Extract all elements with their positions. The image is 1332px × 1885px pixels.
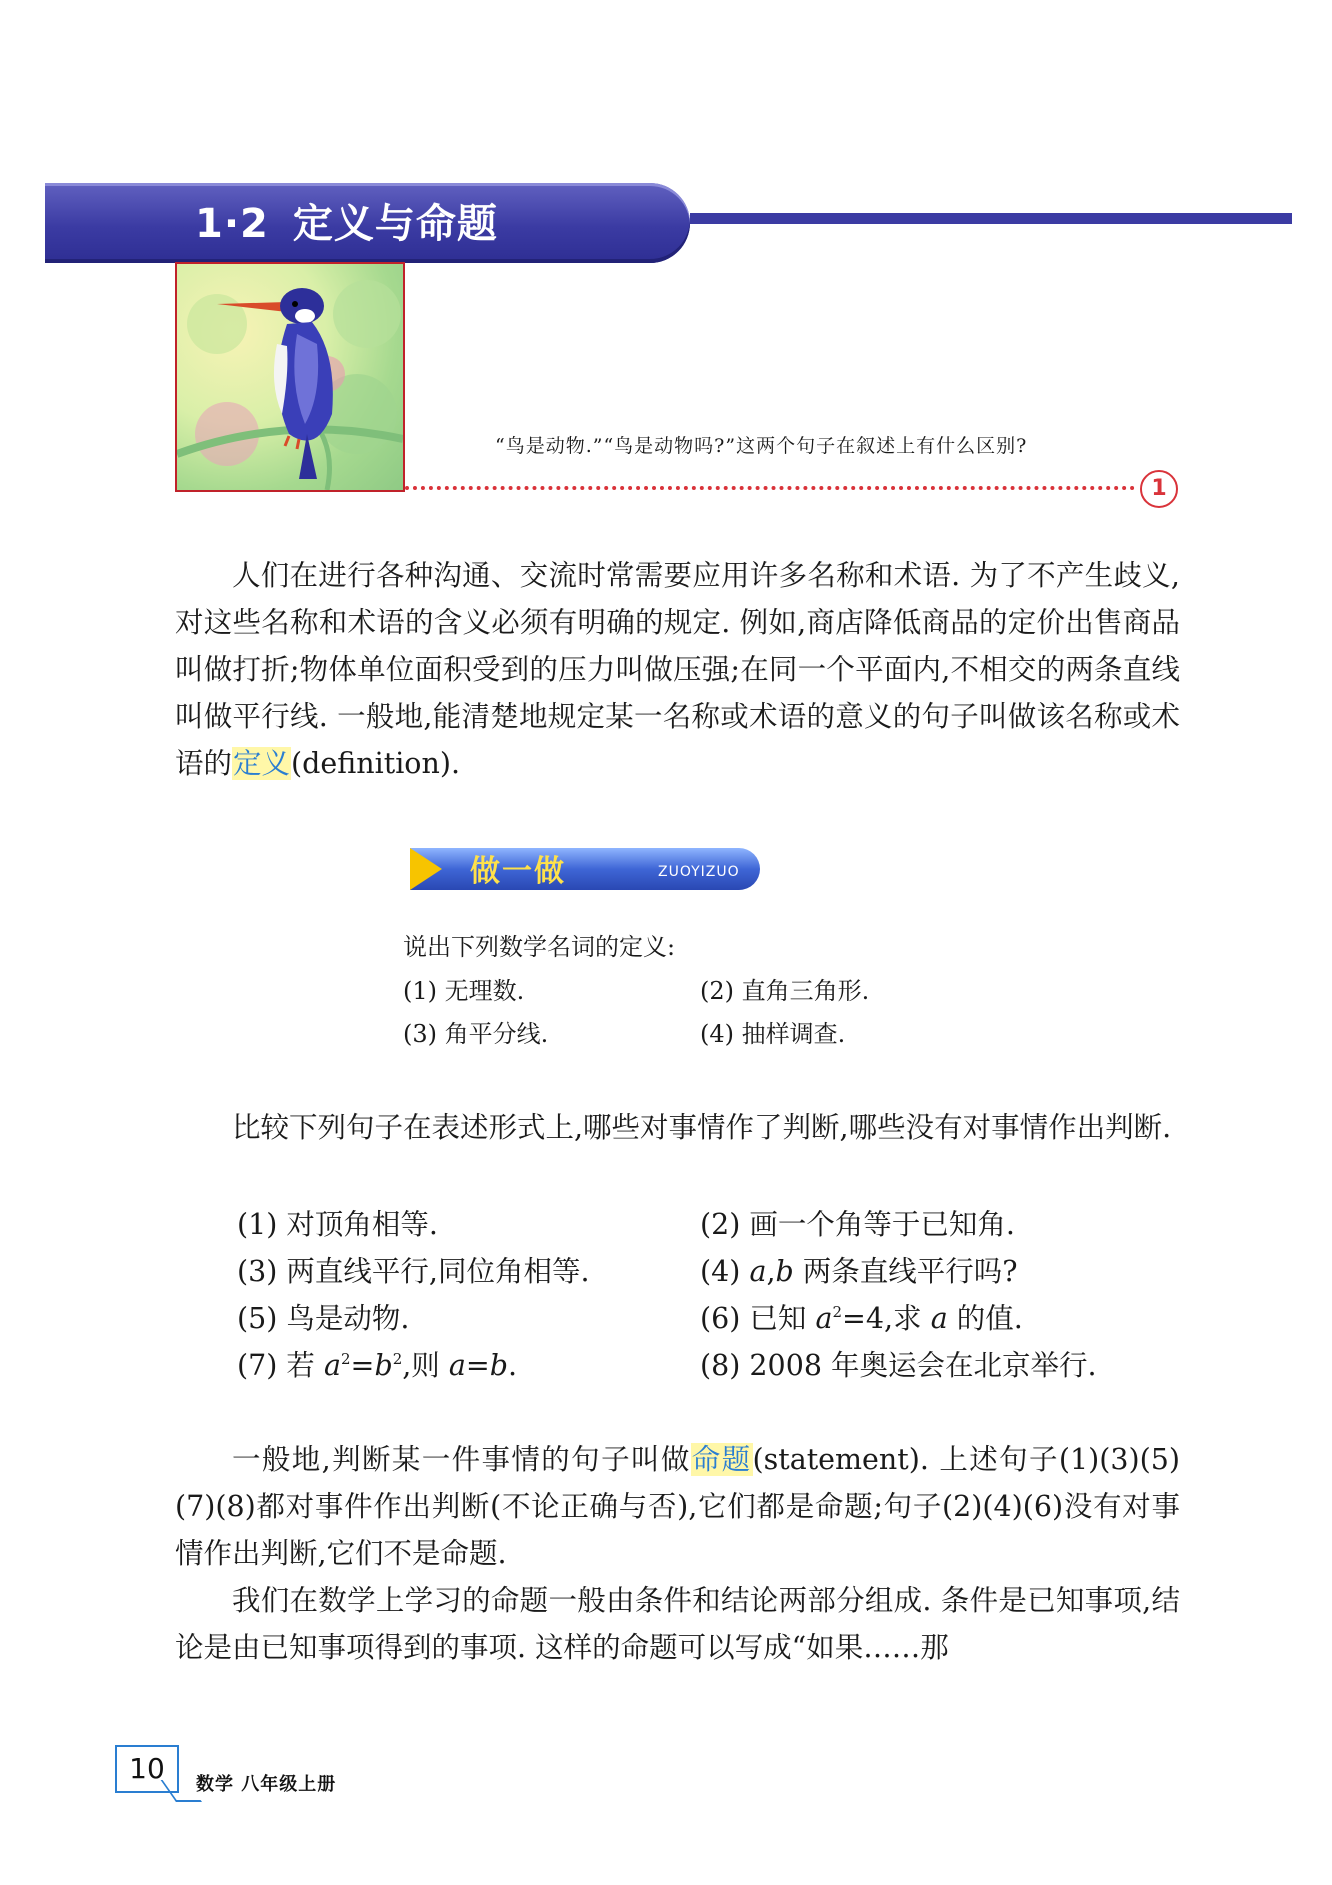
exponent: 2 xyxy=(392,1350,403,1368)
sentence-item: (8) 2008 年奥运会在北京举行. xyxy=(700,1349,1097,1382)
activity-label-en: ZUOYIZUO xyxy=(658,864,740,880)
activity-item: (2) 直角三角形. xyxy=(700,977,870,1005)
sentence-item xyxy=(700,1296,1023,1337)
activity-item: (3) 角平分线. xyxy=(403,1020,549,1048)
compare-lead: 比较下列句子在表述形式上,哪些对事情作了判断,哪些没有对事情作出判断. xyxy=(232,1111,1172,1144)
banner-rule xyxy=(690,213,1292,224)
item-text: ,则 xyxy=(402,1349,449,1382)
item-text: . xyxy=(508,1349,518,1382)
term-statement: 命题 xyxy=(691,1443,752,1476)
var-b: b xyxy=(489,1349,508,1382)
figure-marker-badge: 1 xyxy=(1140,470,1178,508)
var-a: a xyxy=(324,1349,341,1382)
statement-paragraph-text: 一般地,判断某一件事情的句子叫做 xyxy=(232,1443,691,1476)
exponent: 2 xyxy=(341,1350,351,1368)
var-a: a xyxy=(448,1349,466,1382)
item-number: (6) 已知 xyxy=(700,1302,816,1335)
section-title xyxy=(195,196,498,252)
var-a: a xyxy=(749,1255,767,1288)
statement-paragraph xyxy=(175,1436,1180,1577)
definition-paragraph-tail: (definition). xyxy=(291,747,460,780)
activity-label: 做一做 xyxy=(470,854,566,889)
item-text: 的值. xyxy=(947,1302,1023,1335)
sentence-item: (3) 两直线平行,同位角相等. xyxy=(237,1255,590,1288)
sentence-item: (1) 对顶角相等. xyxy=(237,1208,438,1241)
var-a: a xyxy=(930,1302,948,1335)
section-number: 1·2 xyxy=(195,201,269,247)
intro-question: “鸟是动物.”“鸟是动物吗?”这两个句子在叙述上有什么区别? xyxy=(495,435,1028,457)
sentence-item xyxy=(700,1249,1018,1290)
sentence-item: (2) 画一个角等于已知角. xyxy=(700,1208,1015,1241)
var-b: b xyxy=(374,1349,393,1382)
var-a: a xyxy=(815,1302,833,1335)
activity-prompt: 说出下列数学名词的定义: xyxy=(403,933,676,961)
proposition-paragraph: 我们在数学上学习的命题一般由条件和结论两部分组成. 条件是已知事项,结论是由已知事项得到的事项. 这样的命题可以写成“如果……那 xyxy=(175,1584,1180,1664)
page-number: 10 xyxy=(115,1745,179,1793)
term-definition: 定义 xyxy=(233,747,291,780)
dotted-divider xyxy=(405,486,1135,490)
item-number: (4) xyxy=(700,1255,750,1288)
item-number: (7) 若 xyxy=(237,1349,324,1382)
equals-sign: = xyxy=(350,1349,375,1382)
separator: , xyxy=(766,1255,776,1288)
sentence-item xyxy=(237,1343,517,1384)
kingfisher-illustration xyxy=(175,262,405,492)
play-arrow-icon xyxy=(410,848,442,890)
definition-paragraph-text: 人们在进行各种沟通、交流时常需要应用许多名称和术语. 为了不产生歧义,对这些名称和术语的含义必须有明确的规定. 例如,商店降低商品的定价出售商品叫做打折;物体单位面积受到的压力叫做压强;在同一个平面内,不相交的两条直线叫做平行线. 一般地,能清楚地规定某一名称或术语的意义的句子叫做该名称或术语的 xyxy=(175,559,1180,780)
activity-item: (1) 无理数. xyxy=(403,977,525,1005)
item-text: =4,求 xyxy=(842,1302,931,1335)
book-title: 数学 八年级上册 xyxy=(196,1774,337,1795)
item-text: 两条直线平行吗? xyxy=(793,1255,1018,1288)
equals-sign: = xyxy=(465,1349,490,1382)
statement-paragraph-tail: (statement). 上述句子(1)(3)(5)(7)(8)都对事件作出判断(不论正确与否),它们都是命题;句子(2)(4)(6)没有对事情作出判断,它们不是命题. xyxy=(175,1443,1180,1570)
section-title-text: 定义与命题 xyxy=(292,201,498,247)
var-b: b xyxy=(775,1255,794,1288)
exponent: 2 xyxy=(832,1303,843,1321)
activity-item: (4) 抽样调查. xyxy=(700,1020,846,1048)
sentence-item: (5) 鸟是动物. xyxy=(237,1302,410,1335)
definition-paragraph xyxy=(175,552,1180,787)
